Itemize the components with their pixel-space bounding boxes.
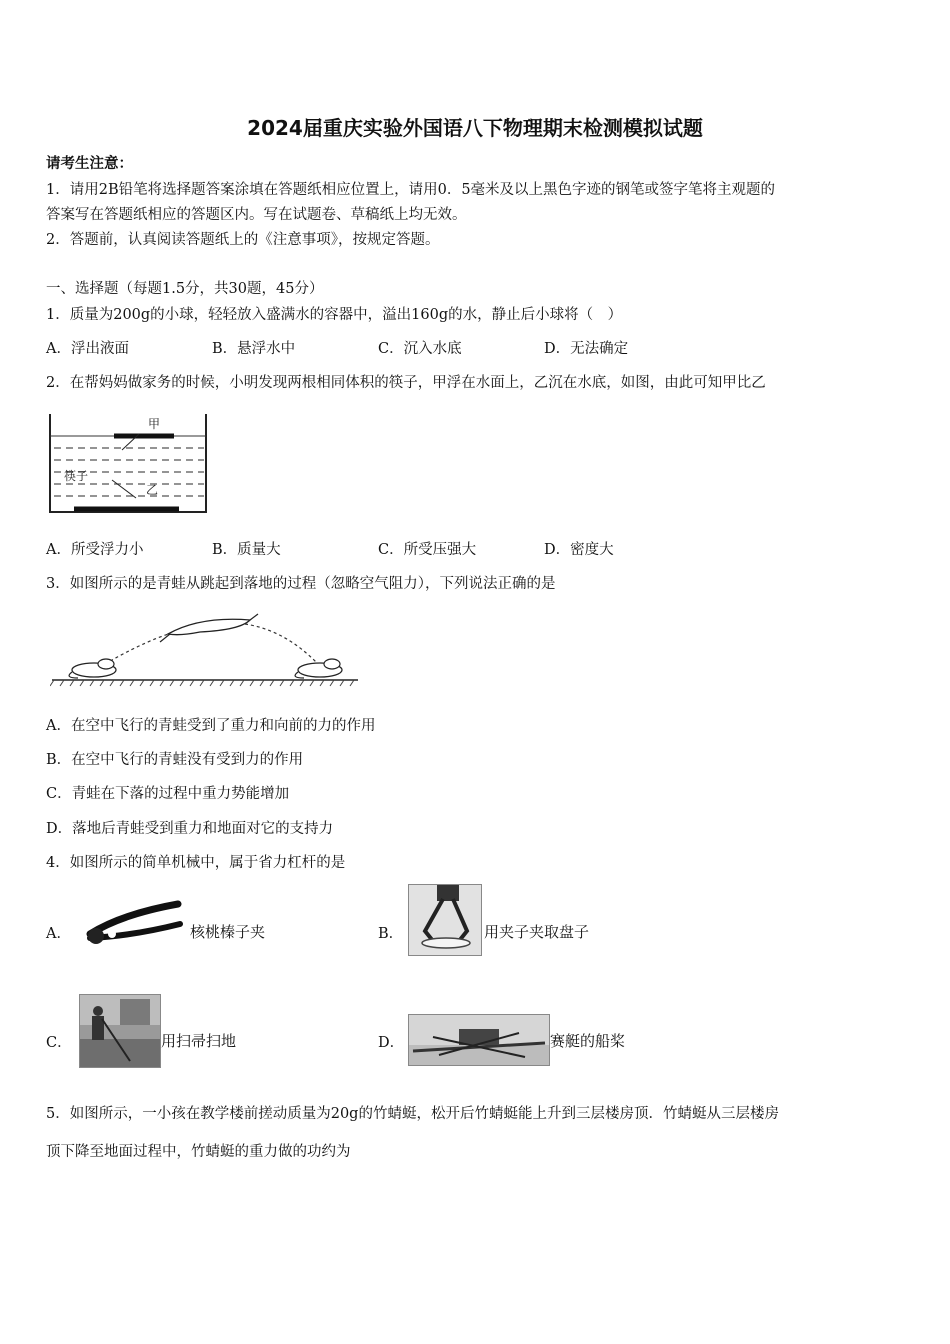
question-4-option-c-caption: 用扫帚扫地	[161, 1032, 237, 1050]
question-4-option-d-letter: D．	[378, 1035, 405, 1051]
question-3-option-c: C．青蛙在下落的过程中重力势能增加	[46, 786, 290, 802]
frog-flying-icon	[160, 614, 258, 642]
tongs-plate-photo	[408, 884, 482, 956]
question-2-option-c: C．所受压强大	[378, 542, 477, 558]
notice-heading: 请考生注意：	[46, 155, 133, 172]
question-5-stem-line-2: 顶下降至地面过程中，竹蜻蜓的重力做的功约为	[46, 1144, 351, 1160]
question-2-option-d: D．密度大	[544, 542, 614, 558]
label-kuaizi: 筷子	[64, 469, 89, 483]
question-1-option-d: D．无法确定	[544, 341, 629, 357]
notice-item-1-line-2: 答案写在答题纸相应的答题区内。写在试题卷、草稿纸上均无效。	[46, 207, 467, 223]
section-heading: 一、选择题（每题1.5分，共30题，45分）	[46, 281, 324, 297]
question-2-stem: 2．在帮妈妈做家务的时候，小明发现两根相同体积的筷子，甲浮在水面上，乙沉在水底，如图，由此可知甲比乙	[46, 375, 766, 391]
question-4-option-b-caption: 用夹子夹取盘子	[484, 923, 590, 941]
label-yi: 乙	[146, 483, 159, 497]
frog-right-icon	[295, 659, 342, 678]
question-1-option-c: C．沉入水底	[378, 341, 462, 357]
question-4-option-b-letter: B．	[378, 926, 404, 942]
question-2-option-a: A．所受浮力小	[46, 542, 144, 558]
question-4-option-d-caption: 赛艇的船桨	[550, 1032, 626, 1050]
frog-left-icon	[69, 659, 116, 678]
question-3-option-d: D．落地后青蛙受到重力和地面对它的支持力	[46, 821, 334, 837]
notice-item-1-line-1: 1．请用2B铅笔将选择题答案涂填在答题纸相应位置上，请用0．5毫米及以上黑色字迹的钢笔或签字笔将主观题的	[46, 182, 776, 198]
question-3-option-b: B．在空中飞行的青蛙没有受到力的作用	[46, 752, 304, 768]
question-1-stem: 1．质量为200g的小球，轻轻放入盛满水的容器中，溢出160g的水，静止后小球将（ ）	[46, 307, 623, 323]
chopsticks-in-water-figure	[44, 410, 214, 518]
page-title: 2024届重庆实验外国语八下物理期末检测模拟试题	[247, 116, 703, 140]
label-jia: 甲	[148, 417, 161, 431]
question-3-option-a: A．在空中飞行的青蛙受到了重力和向前的力的作用	[46, 718, 376, 734]
question-3-stem: 3．如图所示的是青蛙从跳起到落地的过程（忽略空气阻力），下列说法正确的是	[46, 576, 556, 592]
question-1-option-a: A．浮出液面	[46, 341, 129, 357]
nutcracker-icon	[82, 898, 184, 950]
question-5-stem-line-1: 5．如图所示，一小孩在教学楼前搓动质量为20g的竹蜻蜓，松开后竹蜻蜓能上升到三层楼房顶．竹蜻蜓从三层楼房	[46, 1106, 779, 1122]
question-4-option-a-caption: 核桃榛子夹	[190, 923, 266, 941]
notice-item-2: 2．答题前，认真阅读答题纸上的《注意事项》，按规定答题。	[46, 232, 440, 248]
question-4-stem: 4．如图所示的简单机械中，属于省力杠杆的是	[46, 855, 346, 871]
question-4-option-c-letter: C．	[46, 1035, 72, 1051]
sweeping-photo	[79, 994, 161, 1068]
question-4-option-a-letter: A．	[46, 926, 71, 942]
frog-jump-figure	[50, 608, 362, 690]
question-2-option-b: B．质量大	[212, 542, 281, 558]
question-1-option-b: B．悬浮水中	[212, 341, 296, 357]
rowing-photo	[408, 1014, 550, 1066]
